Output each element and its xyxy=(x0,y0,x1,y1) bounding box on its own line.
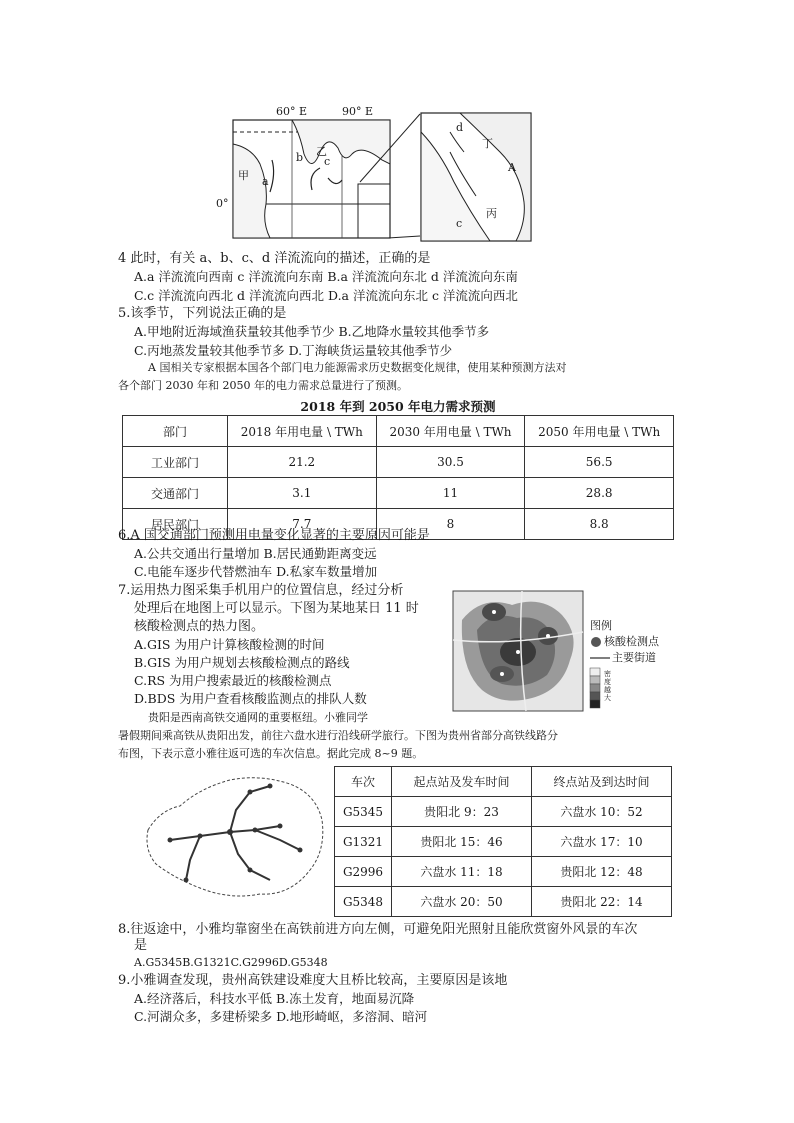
inset-label-ding: 丁 xyxy=(482,137,493,150)
power-cell-2050: 56.5 xyxy=(525,447,674,478)
q7-option-a: A.GIS 为用户计算核酸检测的时间 xyxy=(134,637,325,652)
train-cell-arrival: 贵阳北 12：48 xyxy=(532,857,672,887)
q5-options-line2: C.丙地蒸发量较其他季节多 D.丁海峡货运量较其他季节少 xyxy=(134,343,453,358)
guiyang-intro-line2: 暑假期间乘高铁从贵阳出发，前往六盘水进行沿线研学旅行。下图为贵州省部分高铁线路分 xyxy=(118,729,558,742)
train-header-departure: 起点站及发车时间 xyxy=(392,767,532,797)
train-cell-arrival: 六盘水 10：52 xyxy=(532,797,672,827)
q6-stem: 6.A 国交通部门预测用电量变化显著的主要原因可能是 xyxy=(118,528,430,543)
table-row xyxy=(123,478,674,509)
train-cell-arrival: 六盘水 17：10 xyxy=(532,827,672,857)
q9-stem: 9.小雅调查发现，贵州高铁建设难度大且桥比较高，主要原因是该地 xyxy=(118,973,508,988)
power-header-2018: 2018 年用电量 \ TWh xyxy=(228,416,377,447)
q7-stem-line3: 核酸检测点的热力图。 xyxy=(134,619,265,634)
q8-stem-line2: 是 xyxy=(134,938,148,953)
power-table-title: 2018 年到 2050 年电力需求预测 xyxy=(300,399,496,414)
power-table-header xyxy=(123,416,674,447)
power-header-2030: 2030 年用电量 \ TWh xyxy=(376,416,525,447)
lon-90-label: 90° E xyxy=(342,105,374,118)
table-row xyxy=(335,857,672,887)
power-header-sector: 部门 xyxy=(123,416,228,447)
inset-label-A: A xyxy=(508,161,516,174)
inset-label-d: d xyxy=(456,121,464,134)
train-header-number: 车次 xyxy=(335,767,392,797)
power-intro-line2: 各个部门 2030 年和 2050 年的电力需求总量进行了预测。 xyxy=(118,379,408,392)
inset-label-bing: 丙 xyxy=(486,207,497,220)
strait-inset-graphic xyxy=(420,112,532,242)
power-cell-2030: 30.5 xyxy=(376,447,525,478)
train-cell-number: G5345 xyxy=(335,797,392,827)
q8-options: A.G5345B.G1321C.G2996D.G5348 xyxy=(134,956,328,969)
q4-options-line1: A.a 洋流流向西南 c 洋流流向东南 B.a 洋流流向东北 d 洋流流向东南 xyxy=(134,269,518,284)
heatmap-legend-road: 主要街道 xyxy=(612,651,656,664)
heatmap-legend-title: 图例 xyxy=(590,619,612,632)
q9-options-line2: C.河湖众多，多建桥梁多 D.地形崎岖，多溶洞、暗河 xyxy=(134,1009,428,1024)
power-cell-2050: 28.8 xyxy=(525,478,674,509)
q6-options-line1: A.公共交通出行量增加 B.居民通勤距离变远 xyxy=(134,546,377,561)
power-cell-2030: 11 xyxy=(376,478,525,509)
inset-connector-lines xyxy=(358,112,424,242)
power-demand-table xyxy=(122,415,674,540)
q9-options-line1: A.经济落后，科技水平低 B.冻土发育，地面易沉降 xyxy=(134,991,415,1006)
q7-stem-line2: 处理后在地图上可以显示。下图为某地某日 11 时 xyxy=(134,601,419,616)
label-yi: 乙 xyxy=(316,145,327,158)
strait-inset-map xyxy=(420,112,532,242)
nucleic-test-heatmap xyxy=(452,590,670,712)
train-cell-number: G1321 xyxy=(335,827,392,857)
power-cell-2018: 21.2 xyxy=(228,447,377,478)
q7-option-c: C.RS 为用户搜索最近的核酸检测点 xyxy=(134,673,332,688)
railway-map-graphic xyxy=(140,770,330,904)
train-cell-departure: 六盘水 20：50 xyxy=(392,887,532,917)
train-cell-number: G2996 xyxy=(335,857,392,887)
label-jia: 甲 xyxy=(238,169,249,182)
q7-option-d: D.BDS 为用户查看核酸监测点的排队人数 xyxy=(134,691,367,706)
train-header-arrival: 终点站及到达时间 xyxy=(532,767,672,797)
guizhou-railway-map xyxy=(140,770,330,904)
train-cell-departure: 六盘水 11：18 xyxy=(392,857,532,887)
power-cell-2018: 7.7 xyxy=(228,509,377,540)
q5-stem: 5.该季节，下列说法正确的是 xyxy=(118,306,287,321)
table-row xyxy=(335,797,672,827)
table-row xyxy=(123,447,674,478)
inset-label-c: c xyxy=(456,217,463,230)
q4-options-line2: C.c 洋流流向西北 d 洋流流向西北 D.a 洋流流向东北 c 洋流流向西北 xyxy=(134,288,518,303)
heatmap-legend-density: 密度越大 xyxy=(604,670,611,702)
table-row xyxy=(335,827,672,857)
q7-stem-line1: 7.运用热力图采集手机用户的位置信息，经过分析 xyxy=(118,583,404,598)
q7-option-b: B.GIS 为用户规划去核酸检测点的路线 xyxy=(134,655,350,670)
power-intro-line1: A 国相关专家根据本国各个部门电力能源需求历史数据变化规律，使用某种预测方法对 xyxy=(148,361,567,374)
label-b: b xyxy=(296,151,304,164)
q8-stem-line1: 8.往返途中，小雅均靠窗坐在高铁前进方向左侧，可避免阳光照射且能欣赏窗外风景的车次 xyxy=(118,922,638,937)
heatmap-legend-point: 核酸检测点 xyxy=(604,635,659,648)
lon-60-label: 60° E xyxy=(276,105,308,118)
guiyang-intro-line1: 贵阳是西南高铁交通网的重要枢纽。小雅同学 xyxy=(148,711,368,724)
table-row xyxy=(335,887,672,917)
train-cell-arrival: 贵阳北 22：14 xyxy=(532,887,672,917)
train-table-header xyxy=(335,767,672,797)
power-cell-sector: 居民部门 xyxy=(123,509,228,540)
power-cell-2018: 3.1 xyxy=(228,478,377,509)
train-schedule-table xyxy=(334,766,672,917)
power-header-2050: 2050 年用电量 \ TWh xyxy=(525,416,674,447)
guiyang-intro-line3: 布图，下表示意小雅往返可选的车次信息。据此完成 8~9 题。 xyxy=(118,747,424,760)
lat-0-label: 0° xyxy=(216,197,229,210)
label-a: a xyxy=(262,175,269,188)
power-cell-2030: 8 xyxy=(376,509,525,540)
power-cell-2050: 8.8 xyxy=(525,509,674,540)
label-c: c xyxy=(324,155,331,168)
train-cell-number: G5348 xyxy=(335,887,392,917)
q4-stem: 4 此时，有关 a、b、c、d 洋流流向的描述，正确的是 xyxy=(118,251,431,266)
power-cell-sector: 交通部门 xyxy=(123,478,228,509)
train-cell-departure: 贵阳北 15：46 xyxy=(392,827,532,857)
q5-options-line1: A.甲地附近海域渔获量较其他季节少 B.乙地降水量较其他季节多 xyxy=(134,324,490,339)
q6-options-line2: C.电能车逐步代替燃油车 D.私家车数量增加 xyxy=(134,564,378,579)
power-cell-sector: 工业部门 xyxy=(123,447,228,478)
train-cell-departure: 贵阳北 9：23 xyxy=(392,797,532,827)
